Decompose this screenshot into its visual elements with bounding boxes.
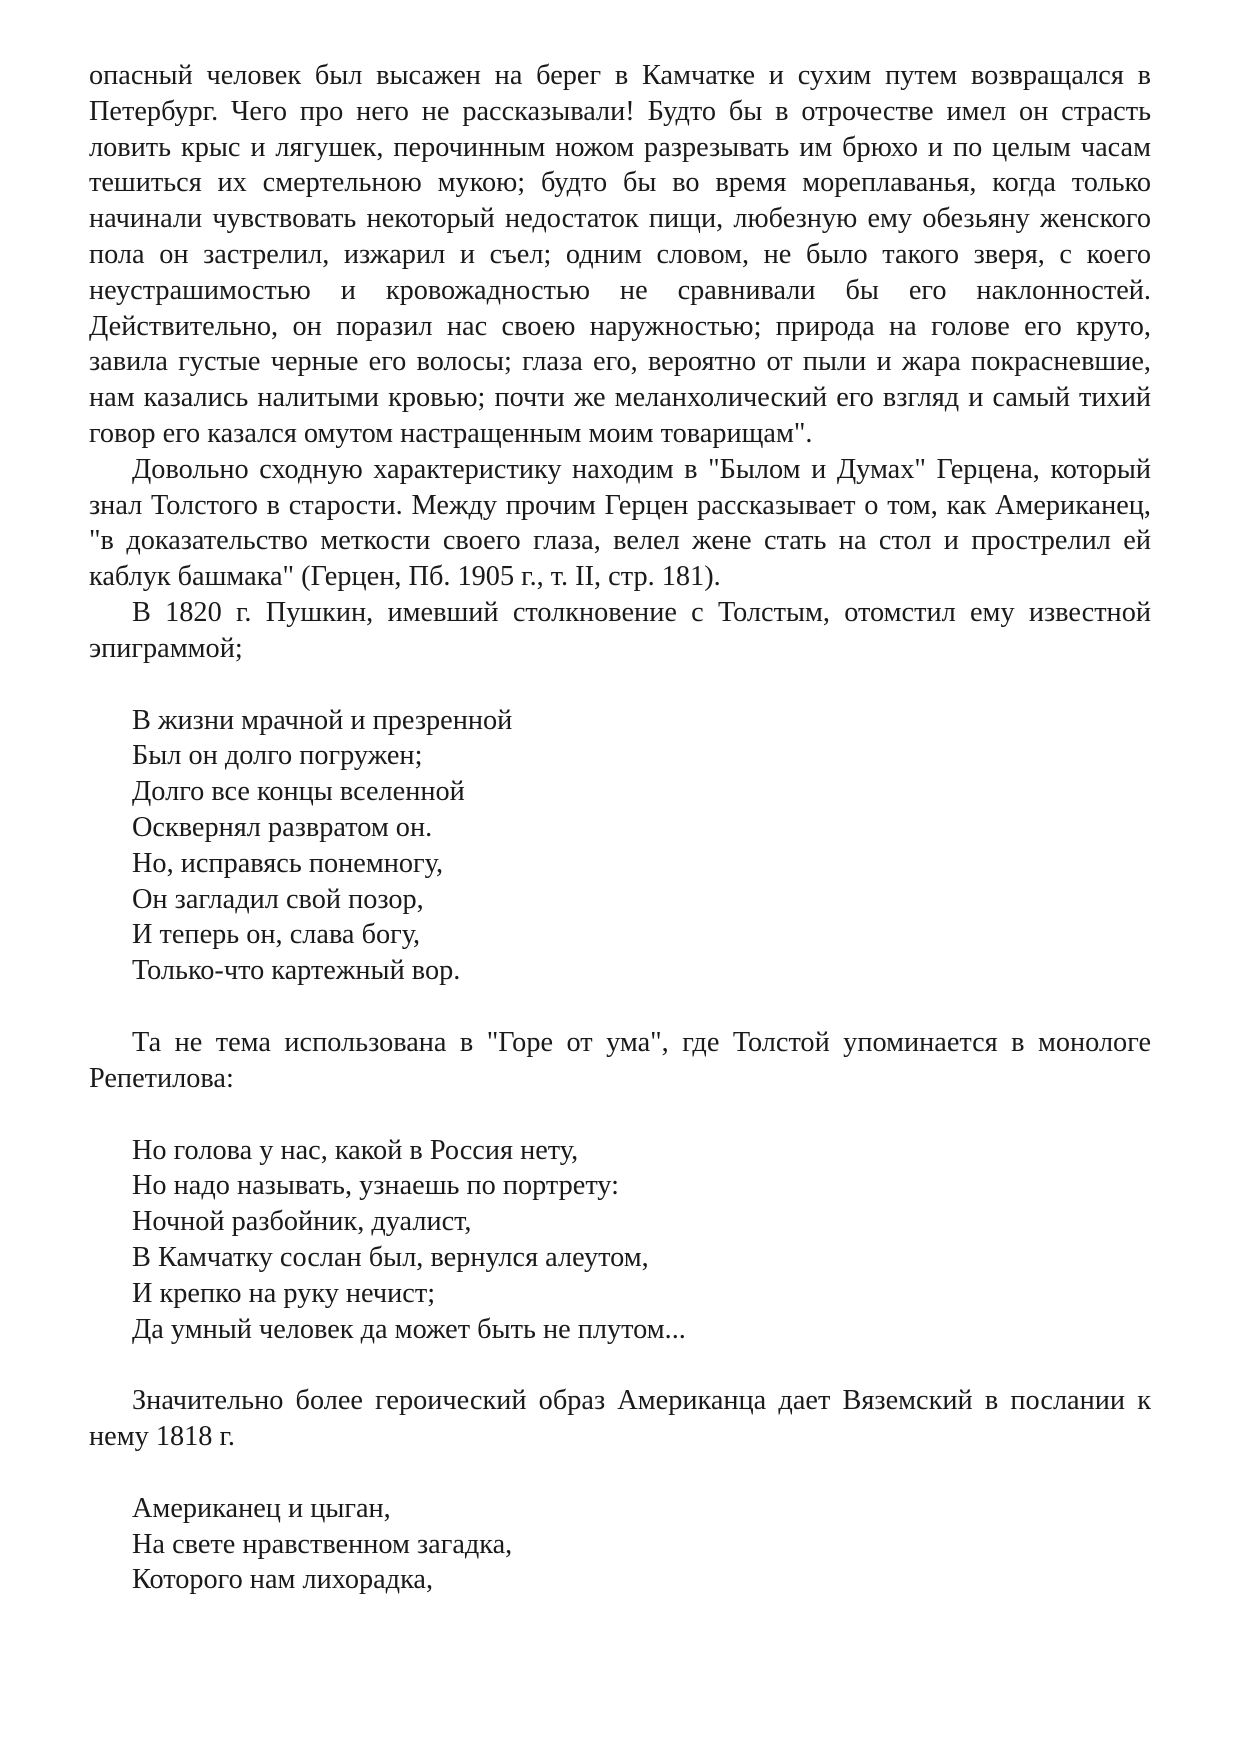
verse-line: В жизни мрачной и презренной (132, 704, 513, 736)
verse-line: Был он долго погружен; (132, 740, 423, 772)
verse-line: Долго все концы вселенной (132, 776, 465, 808)
repetilov-stanza (132, 1133, 1151, 1348)
paragraph-pushkin: В 1820 г. Пушкин, имевший столкновение с Толстым, отомстил ему известной эпиграммой; (89, 596, 1151, 664)
paragraph-continuation: опасный человек был высажен на берег в Камчатке и сухим путем возвращался в Петербург. Чего про него не рассказывали! Будто бы в отрочестве имел он страсть ловить крыс и лягушек, перочинным ножом разрезывать им брюхо и по целым часам тешиться их смертельною мукою; будто бы во время мореплаванья, когда только начинали чувствовать некоторый недостаток пищи, любезную ему обезьяну женского пола он застрелил, изжарил и съел; одним словом, не было такого зверя, с коего неустрашимостью и кровожадностью не сравнивали бы его наклонностей. Действительно, он поразил нас своею наружностью; природа на голове его круто, завила густые черные его волосы; глаза его, вероятно от пыли и жара покрасневшие, нам казались налитыми кровью; почти же меланхолический его взгляд и самый тихий говор его казался омутом настращенным моим товарищам". (89, 60, 1151, 449)
document-body (89, 58, 1151, 1598)
verse-line: В Камчатку сослан был, вернулся алеутом, (132, 1241, 649, 1273)
verse-line: И теперь он, слава богу, (132, 919, 421, 951)
verse-line: И крепко на руку нечист; (132, 1277, 436, 1309)
vyazemsky-stanza (132, 1491, 1151, 1598)
verse-line: Но голова у нас, какой в Россия нету, (132, 1134, 579, 1166)
verse-line: Ночной разбойник, дуалист, (132, 1206, 472, 1238)
verse-line: Он загладил свой позор, (132, 883, 424, 915)
verse-line: Осквернял развратом он. (132, 811, 433, 843)
epigram-stanza (132, 703, 1151, 989)
verse-line: Только-что картежный вор. (132, 955, 461, 987)
paragraph-griboedov: Та не тема использована в "Горе от ума", где Толстой упоминается в монологе Репетилова: (89, 1026, 1151, 1094)
verse-line: Но надо называть, узнаешь по портрету: (132, 1170, 619, 1202)
verse-line: Которого нам лихорадка, (132, 1564, 434, 1596)
verse-line: Но, исправясь понемногу, (132, 847, 444, 879)
verse-line: Американец и цыган, (132, 1492, 391, 1524)
verse-line: На свете нравственном загадка, (132, 1528, 513, 1560)
verse-line: Да умный человек да может быть не плутом... (132, 1313, 686, 1345)
paragraph-vyazemsky: Значительно более героический образ Американца дает Вяземский в послании к нему 1818 г. (89, 1385, 1151, 1453)
paragraph-herzen: Довольно сходную характеристику находим в "Былом и Думах" Герцена, который знал Толстого в старости. Между прочим Герцен рассказывает о том, как Американец, "в доказательство меткости своего глаза, велел жене стать на стол и прострелил ей каблук башмака" (Герцен, Пб. 1905 г., т. II, стр. 181). (89, 453, 1151, 593)
